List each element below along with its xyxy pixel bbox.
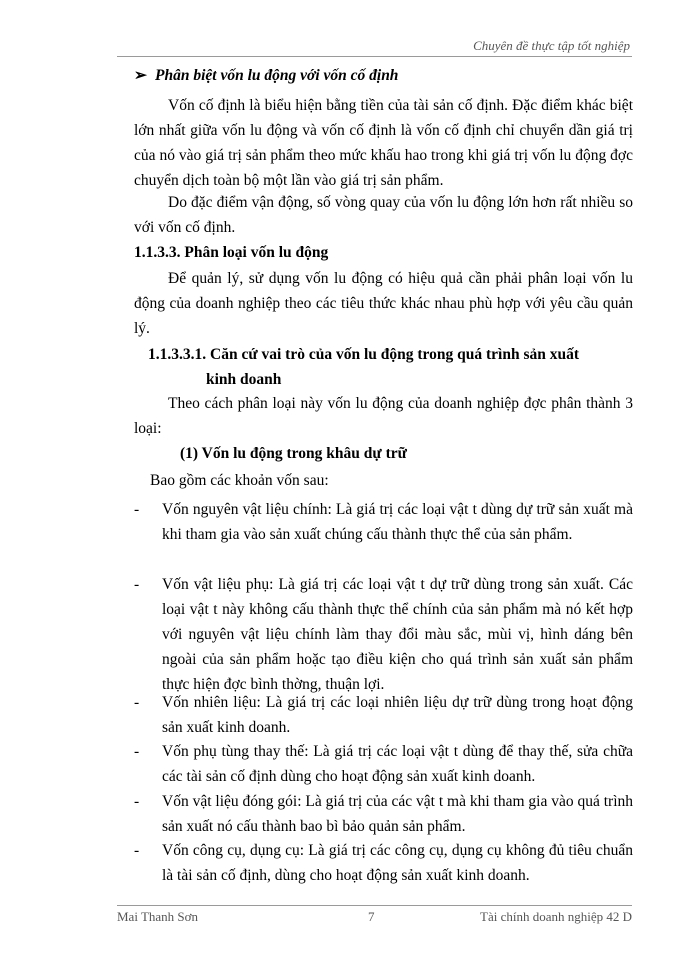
arrow-bullet-icon: ➢ bbox=[134, 67, 147, 84]
list-item bbox=[134, 739, 633, 789]
paragraph-classification: Để quản lý, sử dụng vốn lu động có hiệu quả cần phải phân loại vốn lu động của doanh nghiệp theo các tiêu thức khác nhau phù hợp với yêu cầu quản lý. bbox=[134, 270, 633, 337]
list-item bbox=[134, 690, 633, 740]
paragraph-rotation: Do đặc điểm vận động, số vòng quay của vốn lu động lớn hơn rất nhiều so với vốn cố định. bbox=[134, 194, 633, 236]
running-header: Chuyên đề thực tập tốt nghiệp bbox=[473, 38, 630, 53]
dash-bullet: - bbox=[134, 501, 140, 518]
heading-distinction-text: Phân biệt vốn lu động với vốn cố định bbox=[155, 67, 399, 84]
paragraph-fixed-capital: Vốn cố định là biểu hiện bằng tiền của tài sản cố định. Đặc điểm khác biệt lớn nhất giữa vốn lu động và vốn cố định là vốn cố định chỉ chuyển dần giá trị của nó vào giá trị sản phẩm theo mức khấu hao trong khi giá trị vốn lu động đợc chuyển dịch toàn bộ một lần vào giá trị sản phẩm. bbox=[134, 97, 633, 189]
dash-bullet: - bbox=[134, 793, 140, 810]
section-heading-distinction bbox=[134, 66, 398, 85]
heading-1-1-3-3: 1.1.3.3. Phân loại vốn lu động bbox=[134, 244, 329, 261]
heading-1-1-3-3-1 bbox=[148, 342, 579, 392]
paragraph-three-types: Theo cách phân loại này vốn lu động của doanh nghiệp đợc phân thành 3 loại: bbox=[134, 395, 633, 437]
paragraph-includes: Bao gồm các khoản vốn sau: bbox=[150, 472, 329, 489]
footer-author: Mai Thanh Sơn bbox=[117, 909, 199, 924]
list-item bbox=[134, 838, 633, 888]
dash-bullet: - bbox=[134, 743, 140, 760]
heading-1-1-3-3-1-line1: 1.1.3.3.1. Căn cứ vai trò của vốn lu động trong quá trình sản xuất bbox=[148, 346, 580, 363]
list-item-text: Vốn nguyên vật liệu chính: Là giá trị các loại vật t dùng dự trữ sản xuất mà khi tham gia vào sản xuất chúng cấu thành thực thể của sản phẩm. bbox=[162, 501, 633, 543]
list-item bbox=[134, 572, 633, 697]
dash-bullet: - bbox=[134, 694, 140, 711]
footer-class: Tài chính doanh nghiệp 42 D bbox=[480, 909, 632, 924]
footer-rule bbox=[117, 905, 632, 906]
footer-page-number: 7 bbox=[368, 909, 375, 924]
heading-reserve-stage: (1) Vốn lu động trong khâu dự trữ bbox=[180, 445, 407, 462]
dash-bullet: - bbox=[134, 576, 140, 593]
header-rule bbox=[117, 56, 632, 57]
list-item-text: Vốn công cụ, dụng cụ: Là giá trị các công cụ, dụng cụ không đủ tiêu chuẩn là tài sản cố định, dùng cho hoạt động sản xuất kinh doanh. bbox=[162, 842, 633, 884]
dash-bullet: - bbox=[134, 842, 140, 859]
list-item-text: Vốn vật liệu đóng gói: Là giá trị của các vật t mà khi tham gia vào quá trình sản xuất nó cấu thành bao bì bảo quản sản phẩm. bbox=[162, 793, 633, 835]
list-item bbox=[134, 497, 633, 547]
list-item-text: Vốn vật liệu phụ: Là giá trị các loại vật t dự trữ dùng trong sản xuất. Các loại vật t này không cấu thành thực thể chính của sản phẩm mà nó kết hợp với nguyên vật liệu chính làm thay đổi màu sắc, mùi vị, hình dáng bên ngoài của sản phẩm hoặc tạo điều kiện cho quá trình sản xuất sản phẩm thực hiện đợc bình thờng, thuận lợi. bbox=[162, 576, 633, 693]
list-item-text: Vốn nhiên liệu: Là giá trị các loại nhiên liệu dự trữ dùng trong hoạt động sản xuất kinh doanh. bbox=[162, 694, 633, 736]
heading-1-1-3-3-1-line2: kinh doanh bbox=[206, 371, 282, 388]
list-item-text: Vốn phụ tùng thay thế: Là giá trị các loại vật t dùng để thay thế, sửa chữa các tài sản cố định dùng cho hoạt động sản xuất kinh doanh. bbox=[162, 743, 633, 785]
list-item bbox=[134, 789, 633, 839]
